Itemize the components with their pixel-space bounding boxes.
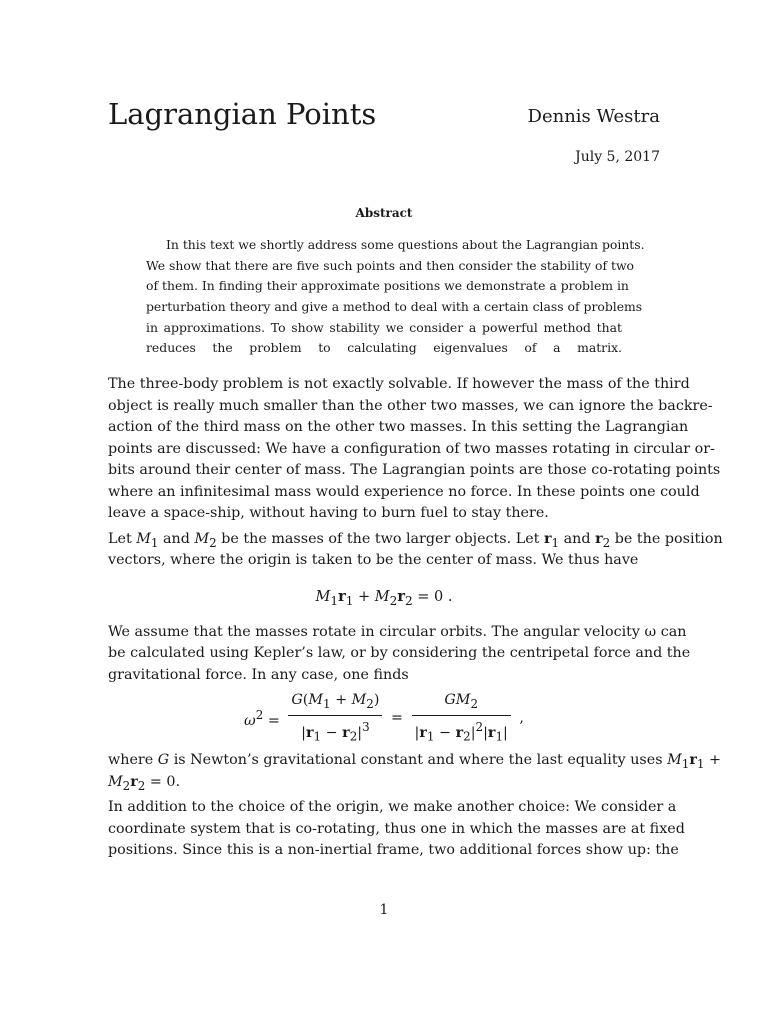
abstract-heading: Abstract [355,206,413,220]
abstract-line: in approximations. To show stability we consider a powerful method that [146,319,622,335]
equation-omega: $\omega^2$ = $\frac{G(M_1 + M_2)}{|r_1 - r_2|^3}$ = $\frac{GM_2}{|r_1 - r_2|^2|r_1|}$ , [244,692,524,744]
paragraph-angular-velocity [108,622,691,687]
body-line: positions. Since this is a non-inertial frame, two additional forces show up: the [108,842,679,858]
paper-title: Lagrangian Points [108,97,377,131]
abstract-text [146,235,645,359]
body-line: In addition to the choice of the origin, we make another choice: We consider a [108,799,677,815]
paragraph-intro [108,374,721,525]
paragraph-corotating [108,797,685,862]
paragraph-newton [108,750,721,793]
paragraph-masses [108,529,723,572]
body-line-with-math: Let $M_1$ and $M_2$ be the masses of the two larger objects. Let $r_1$ and $r_2$ be the position [108,530,723,550]
body-line: coordinate system that is co-rotating, thus one in which the masses are at fixed [108,820,685,837]
body-line: action of the third mass on the other two masses. In this setting the Lagrangian [108,419,689,435]
body-line: vectors, where the origin is taken to be the center of mass. We thus have [108,552,639,568]
paper-author: Dennis Westra [527,106,660,127]
page-number: 1 [379,902,389,918]
paper-body [108,374,723,866]
body-line-with-math: where G is Newton’s gravitational constant and where the last equality uses $M_1r_1$ + [108,752,721,771]
body-line: where an infinitesimal mass would experience no force. In these points one could [108,483,700,500]
body-line: We assume that the masses rotate in circular orbits. The angular velocity ω can [108,623,687,640]
body-line: be calculated using Kepler’s law, or by considering the centripetal force and the [108,645,691,661]
abstract-line: of them. In finding their approximate positions we demonstrate a problem in [146,278,629,294]
abstract-line: We show that there are five such points and then consider the stability of two [146,257,635,273]
body-line: object is really much smaller than the other two masses, we can ignore the backre- [108,397,713,414]
abstract-line: reduces the problem to calculating eigenvalues of a matrix. [146,340,622,356]
abstract-line: In this text we shortly address some questions about the Lagrangian points. [166,237,645,252]
abstract-line: perturbation theory and give a method to deal with a certain class of problems [146,299,643,315]
body-line: bits around their center of mass. The Lagrangian points are those co-rotating points [108,462,721,478]
paper-date: July 5, 2017 [575,149,660,165]
body-line: points are discussed: We have a configuration of two masses rotating in circular or- [108,440,715,457]
equation-center-of-mass: $M_1r_1 + M_2r_2 = 0$ . [315,587,453,608]
body-line: gravitational force. In any case, one finds [108,666,409,683]
body-line-with-math: $M_2r_2 = 0$. [108,773,181,793]
body-line: The three-body problem is not exactly solvable. If however the mass of the third [108,376,690,392]
body-line: leave a space-ship, without having to burn fuel to stay there. [108,505,549,521]
